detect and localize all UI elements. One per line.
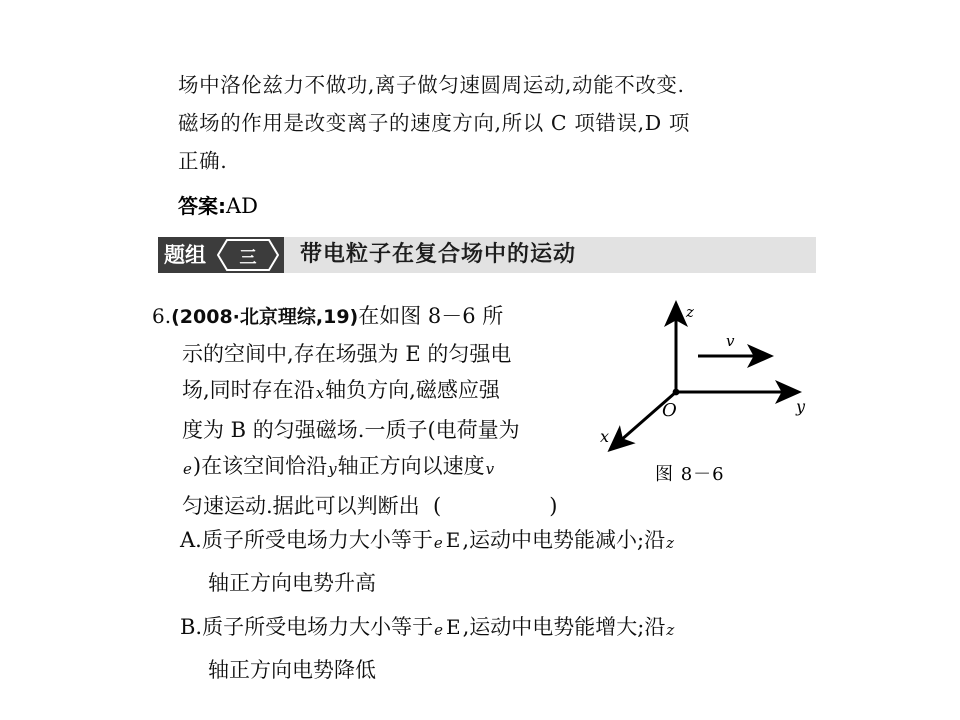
option-b-text-1: 质子所受电场力大小等于: [202, 615, 434, 639]
question-line-3: [152, 372, 612, 412]
answer-label: 答案:: [178, 194, 226, 218]
figure-caption: 图 8－6: [655, 464, 725, 485]
answer-blank-parenthesis: ( ): [433, 493, 580, 518]
option-b-line-1: [180, 607, 860, 650]
section-header-bar: [158, 237, 816, 273]
question-line-1-tail: 在如图 8－6 所: [358, 304, 504, 328]
variable-e: e: [183, 460, 192, 478]
coordinate-axes-diagram: [600, 290, 860, 470]
section-badge-number: 三: [239, 247, 257, 268]
section-badge-label: 题组: [164, 243, 206, 267]
origin-dot: [673, 389, 680, 396]
option-a[interactable]: [180, 520, 860, 603]
figure-8-6: [600, 290, 860, 505]
solution-line-2: 磁场的作用是改变离子的速度方向,所以 C 项错误,D 项: [178, 111, 691, 135]
question-block: [152, 298, 612, 524]
solution-line-1: 场中洛伦兹力不做功,离子做匀速圆周运动,动能不改变.: [178, 73, 685, 97]
question-line-5-a: )在该空间恰沿: [192, 454, 328, 478]
variable-v: v: [485, 460, 495, 478]
section-badge: [158, 237, 284, 273]
axis-x-label: x: [600, 427, 610, 446]
solution-paragraph: [178, 66, 838, 180]
question-line-3-a: 场,同时存在沿: [182, 378, 315, 402]
question-line-3-b: 轴负方向,磁感应强: [325, 378, 500, 402]
question-number: 6.: [152, 304, 172, 328]
question-line-1: [152, 298, 612, 336]
variable-x: x: [315, 384, 325, 402]
option-b-letter: B.: [180, 615, 203, 639]
velocity-label: v: [726, 332, 735, 350]
option-a-line-1: [180, 520, 860, 563]
answer-row: [178, 192, 258, 220]
question-line-6-text: 匀速运动.据此可以判断出: [182, 493, 420, 518]
option-a-letter: A.: [180, 528, 202, 552]
question-line-6: [152, 488, 612, 525]
variable-E: E: [446, 615, 461, 639]
option-b-text-2: ,运动中电势能增大;沿: [462, 615, 666, 639]
question-line-5: [152, 448, 612, 488]
options-list: [180, 520, 860, 694]
variable-E: E: [445, 528, 461, 552]
option-a-line-2: 轴正方向电势升高: [208, 571, 376, 595]
question-line-5-b: 轴正方向以速度: [337, 454, 485, 478]
option-b[interactable]: [180, 607, 860, 690]
axis-z-label: z: [686, 303, 694, 321]
option-b-line-2: 轴正方向电势降低: [208, 658, 376, 682]
variable-z: z: [666, 534, 674, 552]
question-line-4: 度为 B 的匀强磁场.一质子(电荷量为: [182, 417, 520, 442]
question-source: (2008·北京理综,19): [171, 306, 359, 328]
axis-y-label: y: [796, 397, 806, 416]
solution-line-3: 正确.: [178, 149, 228, 173]
variable-e: e: [434, 621, 443, 639]
variable-z: z: [666, 621, 675, 639]
variable-e: e: [433, 534, 443, 552]
section-title: 带电粒子在复合场中的运动: [300, 242, 577, 267]
answer-value: AD: [226, 194, 259, 218]
variable-y: y: [328, 460, 337, 478]
origin-label: O: [662, 400, 677, 421]
option-a-text-2: ,运动中电势能减小;沿: [462, 528, 666, 552]
option-a-text-1: 质子所受电场力大小等于: [201, 528, 433, 552]
question-line-2: 示的空间中,存在场强为 E 的匀强电: [182, 341, 512, 366]
